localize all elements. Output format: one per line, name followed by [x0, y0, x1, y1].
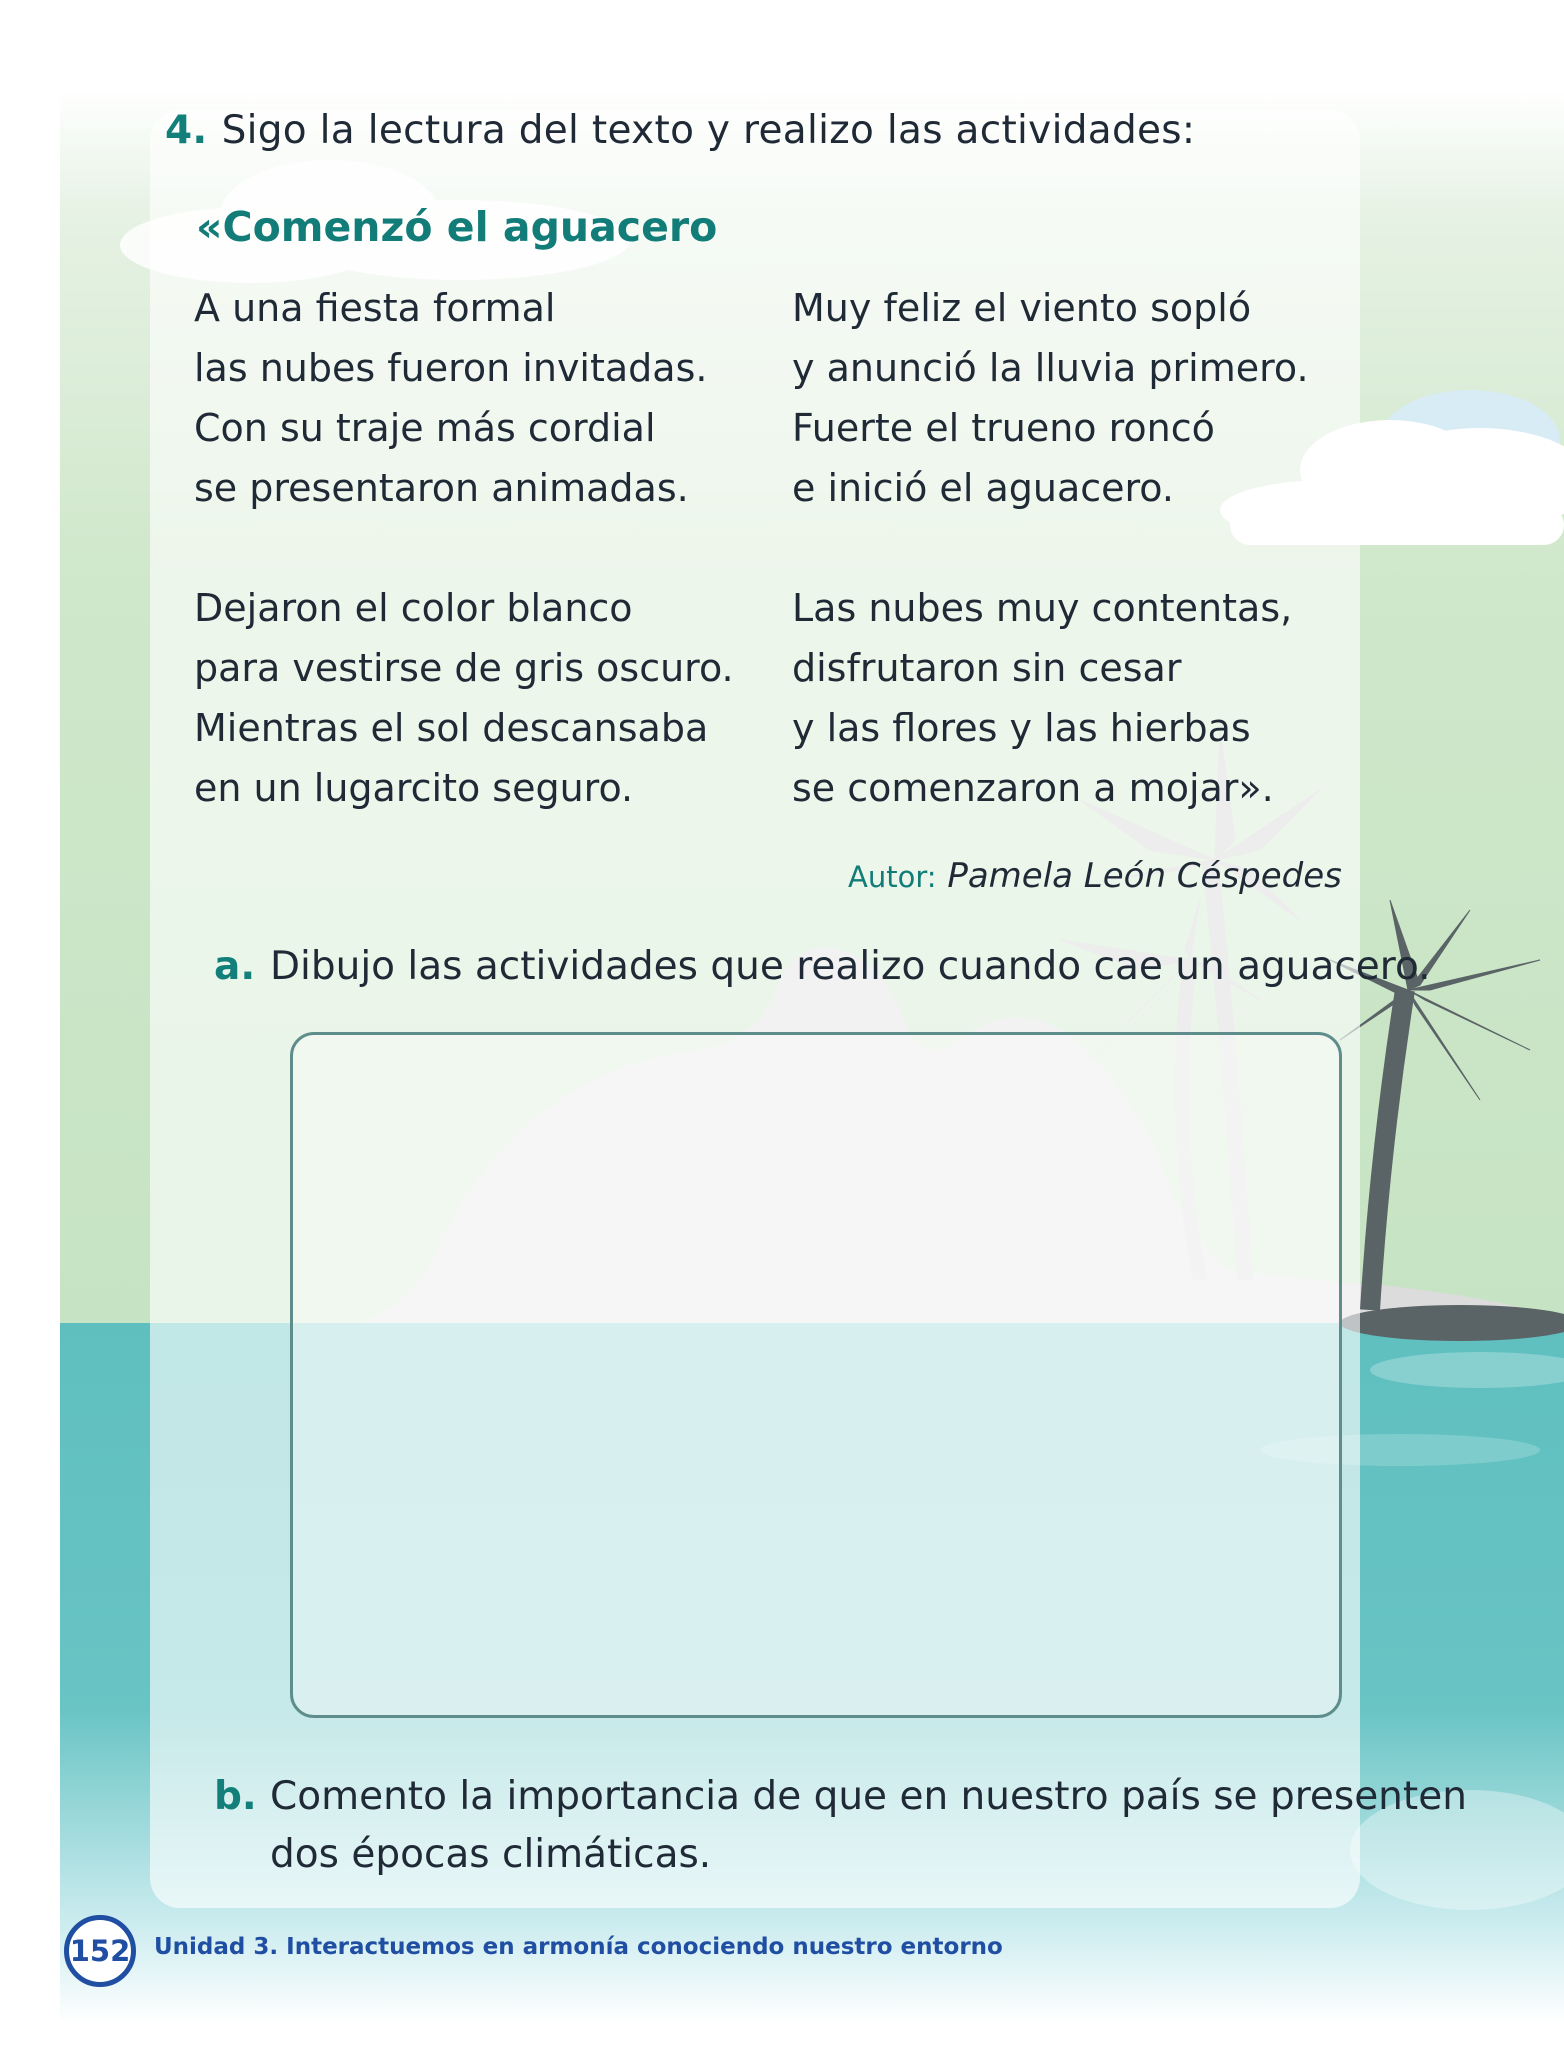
- poem-author: [848, 856, 1342, 896]
- poem-line: A una fiesta formal: [194, 286, 556, 330]
- instruction-text: Sigo la lectura del texto y realizo las actividades:: [221, 108, 1196, 153]
- poem-line: Fuerte el trueno roncó: [792, 406, 1215, 450]
- poem-line: Dejaron el color blanco: [194, 586, 633, 630]
- question-number: 4.: [165, 108, 208, 153]
- poem-line: Muy feliz el viento sopló: [792, 286, 1252, 330]
- poem-line: y anunció la lluvia primero.: [792, 346, 1309, 390]
- activity-text-line: dos épocas climáticas.: [270, 1832, 712, 1877]
- page-number: 152: [64, 1915, 136, 1987]
- activity-letter: a.: [214, 944, 256, 989]
- poem-line: Las nubes muy contentas,: [792, 586, 1293, 630]
- poem-line: para vestirse de gris oscuro.: [194, 646, 734, 690]
- author-name: Pamela León Céspedes: [947, 856, 1342, 896]
- activity-a: [214, 944, 1431, 989]
- activity-text-line: Comento la importancia de que en nuestro país se presenten: [270, 1774, 1467, 1819]
- poem-line: se comenzaron a mojar».: [792, 766, 1274, 810]
- activity-text: Dibujo las actividades que realizo cuando cae un aguacero.: [270, 944, 1431, 989]
- poem-line: Mientras el sol descansaba: [194, 706, 709, 750]
- poem-line: se presentaron animadas.: [194, 466, 689, 510]
- poem-line: y las flores y las hierbas: [792, 706, 1251, 750]
- poem-line: las nubes fueron invitadas.: [194, 346, 708, 390]
- unit-title: Unidad 3. Interactuemos en armonía conociendo nuestro entorno: [154, 1934, 1003, 1960]
- poem-line: e inició el aguacero.: [792, 466, 1174, 510]
- poem-title: «Comenzó el aguacero: [196, 203, 718, 251]
- poem-line: Con su traje más cordial: [194, 406, 656, 450]
- activity-b: [214, 1768, 1467, 1884]
- poem-stanza-1: [194, 278, 707, 518]
- poem-line: disfrutaron sin cesar: [792, 646, 1182, 690]
- activity-letter: b.: [214, 1774, 257, 1819]
- poem-stanza-2: [194, 578, 734, 818]
- poem-stanza-4: [792, 578, 1292, 818]
- poem-stanza-3: [792, 278, 1309, 518]
- author-label: Autor:: [848, 860, 937, 894]
- drawing-area[interactable]: [290, 1032, 1342, 1718]
- instruction-heading: [165, 108, 1195, 153]
- poem-line: en un lugarcito seguro.: [194, 766, 634, 810]
